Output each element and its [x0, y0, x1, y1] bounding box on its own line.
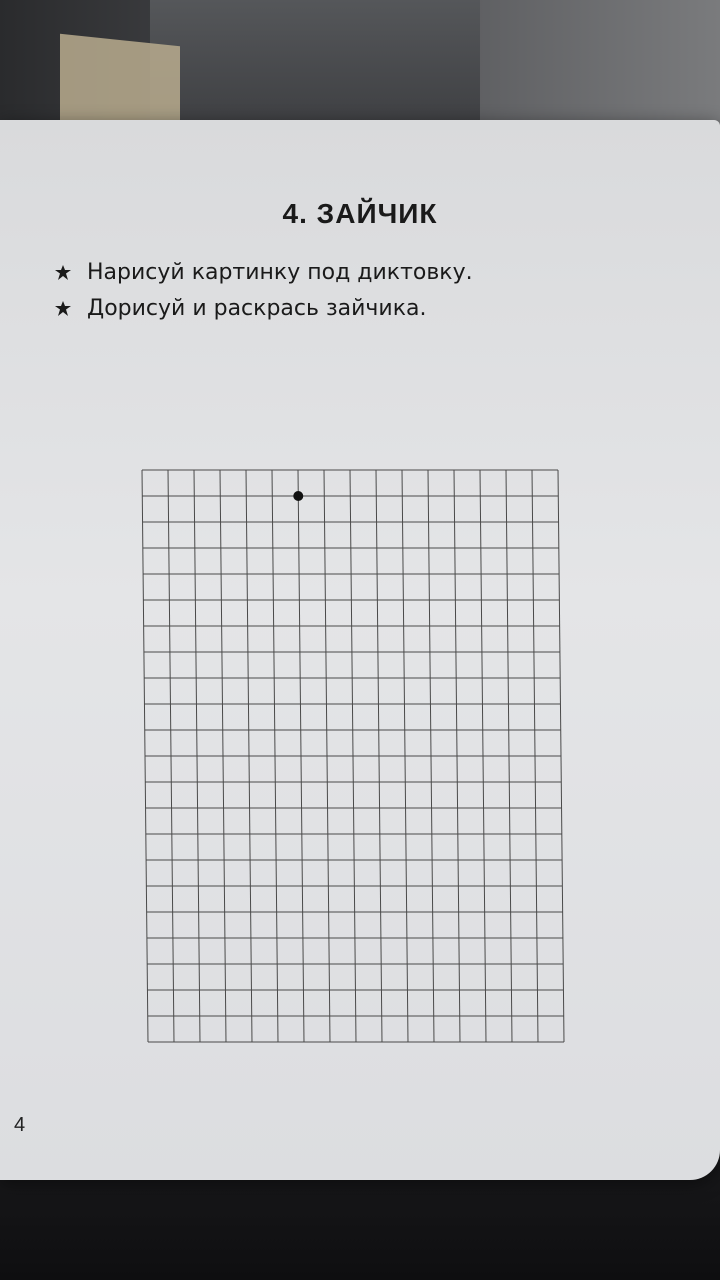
worksheet-page	[0, 120, 720, 1180]
instruction-text: Нарисуй картинку под диктовку.	[87, 260, 473, 285]
star-bullet-icon	[55, 301, 71, 317]
drawing-grid[interactable]	[140, 468, 566, 1044]
start-dot	[293, 491, 303, 501]
worksheet-title: 4. ЗАЙЧИК	[282, 198, 438, 229]
background-metal-shelf	[150, 0, 480, 140]
instruction-item	[55, 260, 473, 285]
instruction-item	[55, 296, 426, 321]
page-number: 4	[14, 1114, 26, 1136]
star-bullet-icon	[55, 265, 71, 281]
instruction-text: Дорисуй и раскрась зайчика.	[87, 296, 427, 321]
